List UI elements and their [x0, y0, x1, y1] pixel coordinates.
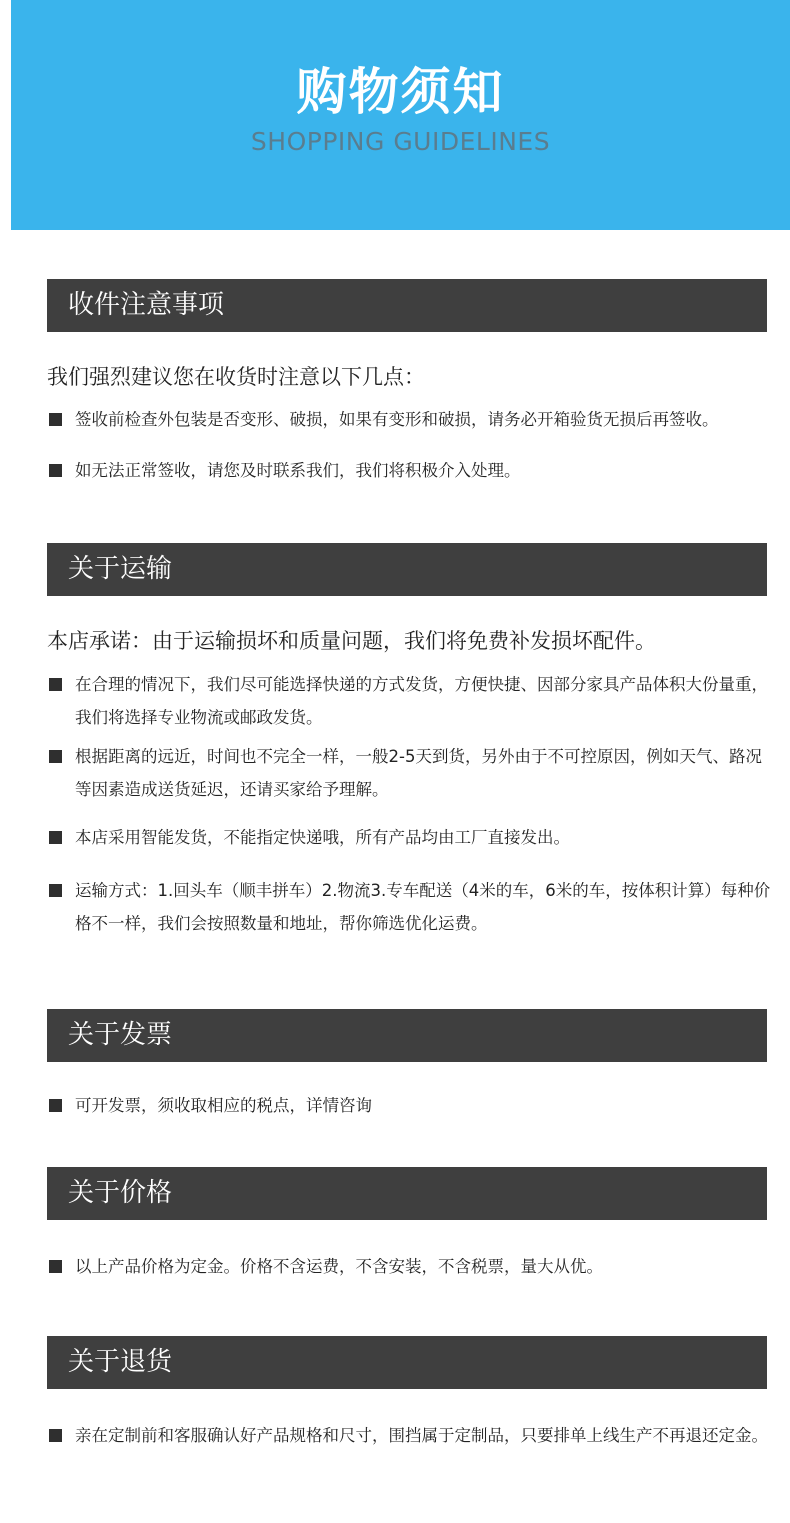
square-bullet-icon [49, 678, 62, 691]
section-intro-shipping: 本店承诺：由于运输损坏和质量问题，我们将免费补发损坏配件。 [47, 629, 656, 653]
list-item [49, 1089, 775, 1122]
square-bullet-icon [49, 1429, 62, 1442]
list-item [49, 1250, 775, 1283]
list-item [49, 454, 775, 487]
list-item-text: 在合理的情况下，我们尽可能选择快递的方式发货，方便快捷、因部分家具产品体积大份量重，我们将选择专业物流或邮政发货。 [75, 675, 768, 727]
list-item [49, 1419, 775, 1452]
square-bullet-icon [49, 413, 62, 426]
page-title: 购物须知 [296, 63, 505, 121]
section-header-price: 关于价格 [47, 1167, 767, 1220]
list-item-text: 本店采用智能发货，不能指定快递哦，所有产品均由工厂直接发出。 [75, 828, 570, 847]
square-bullet-icon [49, 884, 62, 897]
section-header-shipping: 关于运输 [47, 543, 767, 596]
list-item [49, 821, 775, 854]
list-item [49, 403, 775, 436]
list-item [49, 874, 775, 940]
list-item-text: 根据距离的远近，时间也不完全一样，一般2-5天到货，另外由于不可控原因，例如天气、路况等因素造成送货延迟，还请买家给予理解。 [75, 747, 762, 799]
list-item-text: 签收前检查外包装是否变形、破损，如果有变形和破损，请务必开箱验货无损后再签收。 [75, 410, 719, 429]
list-item [49, 668, 775, 734]
section-intro-receipt: 我们强烈建议您在收货时注意以下几点： [47, 365, 425, 389]
header-banner [11, 0, 790, 230]
square-bullet-icon [49, 1260, 62, 1273]
square-bullet-icon [49, 831, 62, 844]
list-item-text: 运输方式：1.回头车（顺丰拼车）2.物流3.专车配送（4米的车，6米的车，按体积计算）每种价格不一样，我们会按照数量和地址，帮你筛选优化运费。 [75, 881, 771, 933]
square-bullet-icon [49, 1099, 62, 1112]
section-header-receipt: 收件注意事项 [47, 279, 767, 332]
list-item-text: 可开发票，须收取相应的税点，详情咨询 [75, 1096, 372, 1115]
square-bullet-icon [49, 750, 62, 763]
section-header-returns: 关于退货 [47, 1336, 767, 1389]
square-bullet-icon [49, 464, 62, 477]
section-header-invoice: 关于发票 [47, 1009, 767, 1062]
list-item-text: 亲在定制前和客服确认好产品规格和尺寸，围挡属于定制品，只要排单上线生产不再退还定金。 [75, 1426, 768, 1445]
page-subtitle: SHOPPING GUIDELINES [250, 127, 551, 156]
list-item-text: 以上产品价格为定金。价格不含运费，不含安装，不含税票，量大从优。 [75, 1257, 603, 1276]
list-item-text: 如无法正常签收，请您及时联系我们，我们将积极介入处理。 [75, 461, 521, 480]
list-item [49, 740, 775, 806]
